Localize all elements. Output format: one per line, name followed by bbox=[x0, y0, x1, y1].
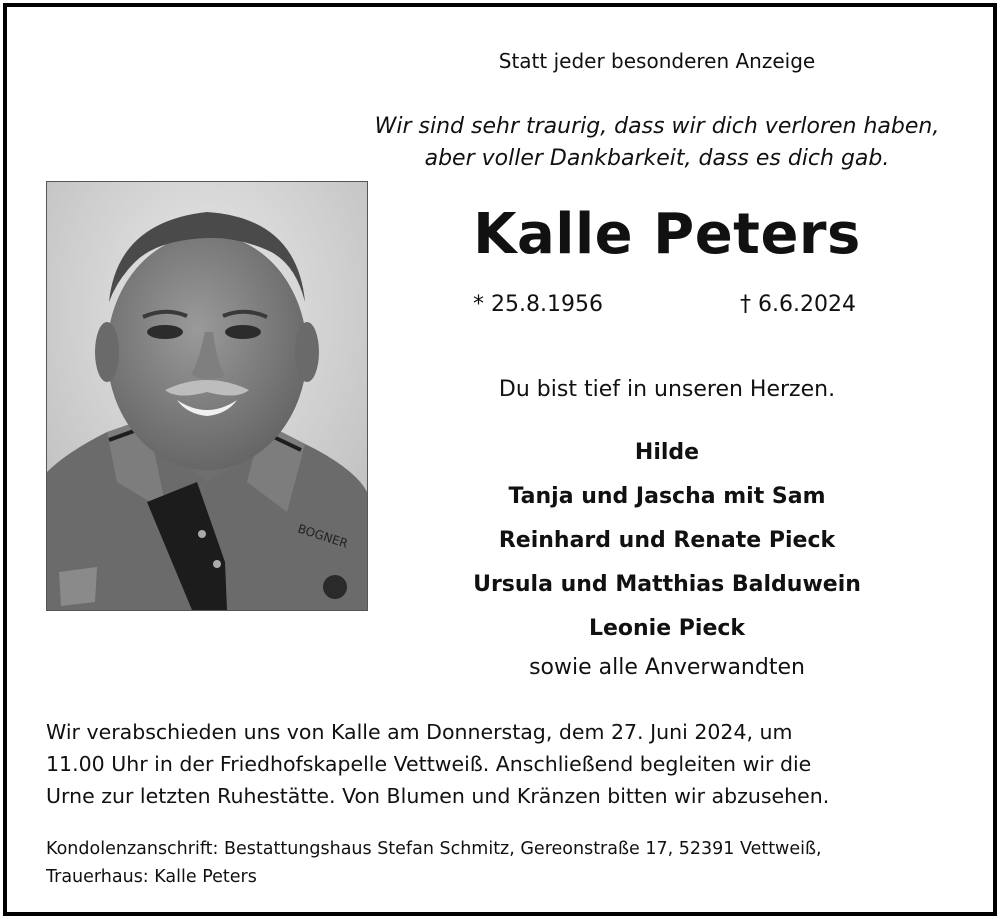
shirt-logo-text: BOGNER bbox=[296, 521, 350, 551]
quote-line: Wir sind sehr traurig, dass wir dich verloren haben, bbox=[374, 114, 940, 139]
notice-header: Statt jeder besonderen Anzeige bbox=[498, 49, 816, 73]
family-list bbox=[387, 431, 947, 651]
relatives-line: sowie alle Anverwandten bbox=[529, 655, 805, 680]
family-member: Reinhard und Renate Pieck bbox=[498, 528, 836, 553]
service-line: Urne zur letzten Ruhestätte. Von Blumen und Kränzen bitten wir abzusehen. bbox=[46, 784, 830, 808]
service-line: 11.00 Uhr in der Friedhofskapelle Vettweiß. Anschließend begleiten wir die bbox=[46, 752, 812, 776]
service-info bbox=[46, 716, 829, 812]
birth-date: * 25.8.1956 bbox=[473, 292, 603, 317]
service-line: Wir verabschieden uns von Kalle am Donnerstag, dem 27. Juni 2024, um bbox=[46, 720, 793, 744]
deceased-name: Kalle Peters bbox=[473, 202, 861, 267]
family-member: Hilde bbox=[634, 440, 700, 465]
portrait-photo bbox=[46, 181, 368, 611]
contact-line: Kondolenzanschrift: Bestattungshaus Stefan Schmitz, Gereonstraße 17, 52391 Vettweiß, bbox=[46, 839, 822, 859]
portrait-illustration bbox=[47, 182, 367, 610]
contact-info bbox=[46, 835, 822, 891]
obituary-notice bbox=[3, 3, 997, 916]
death-date: † 6.6.2024 bbox=[740, 292, 856, 317]
motto: Du bist tief in unseren Herzen. bbox=[498, 377, 836, 402]
family-member: Ursula und Matthias Balduwein bbox=[473, 572, 861, 597]
quote-line: aber voller Dankbarkeit, dass es dich gab. bbox=[424, 146, 890, 171]
contact-line: Trauerhaus: Kalle Peters bbox=[46, 867, 257, 887]
family-member: Tanja und Jascha mit Sam bbox=[508, 484, 826, 509]
quote bbox=[337, 111, 977, 175]
family-member: Leonie Pieck bbox=[588, 616, 746, 641]
